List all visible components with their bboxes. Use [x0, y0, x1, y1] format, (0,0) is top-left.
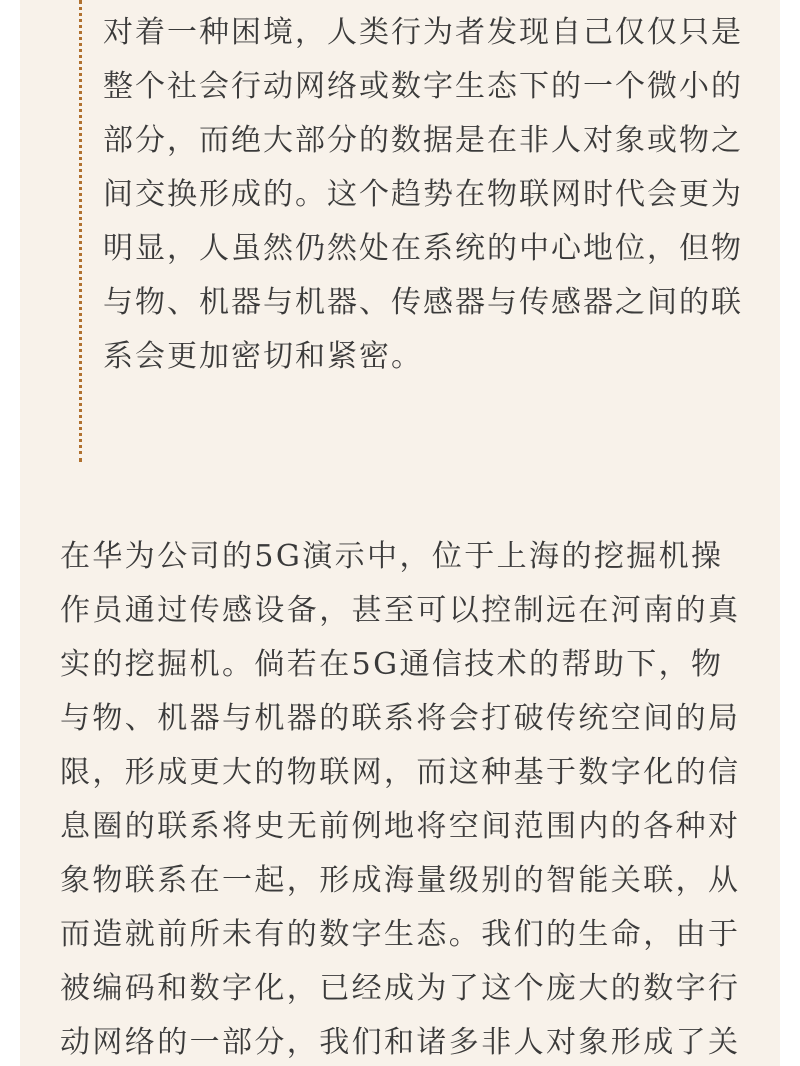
blockquote-text: 对着一种困境，人类行为者发现自己仅仅只是整个社会行动网络或数字生态下的一个微小的部分，而绝大部分的数据是在非人对象或物之间交换形成的。这个趋势在物联网时代会更为明显，人虽然仍然处在系统的中心地位，但物与物、机器与机器、传感器与传感器之间的联系会更加密切和紧密。: [103, 15, 743, 374]
blockquote-border: [79, 0, 82, 462]
article-paragraph: 在华为公司的5G演示中，位于上海的挖掘机操作员通过传感设备，甚至可以控制远在河南的真实的挖掘机。倘若在5G通信技术的帮助下，物与物、机器与机器的联系将会打破传统空间的局限，形成更大的物联网，而这种基于数字化的信息圈的联系将史无前例地将空间范围内的各种对象物联系在一起，形成海量级别的智能关联，从而造就前所未有的数字生态。我们的生命，由于被编码和数字化，已经成为了这个庞大的数字行动网络的一部分，我们和诸多非人对象形成了关: [60, 539, 741, 1060]
